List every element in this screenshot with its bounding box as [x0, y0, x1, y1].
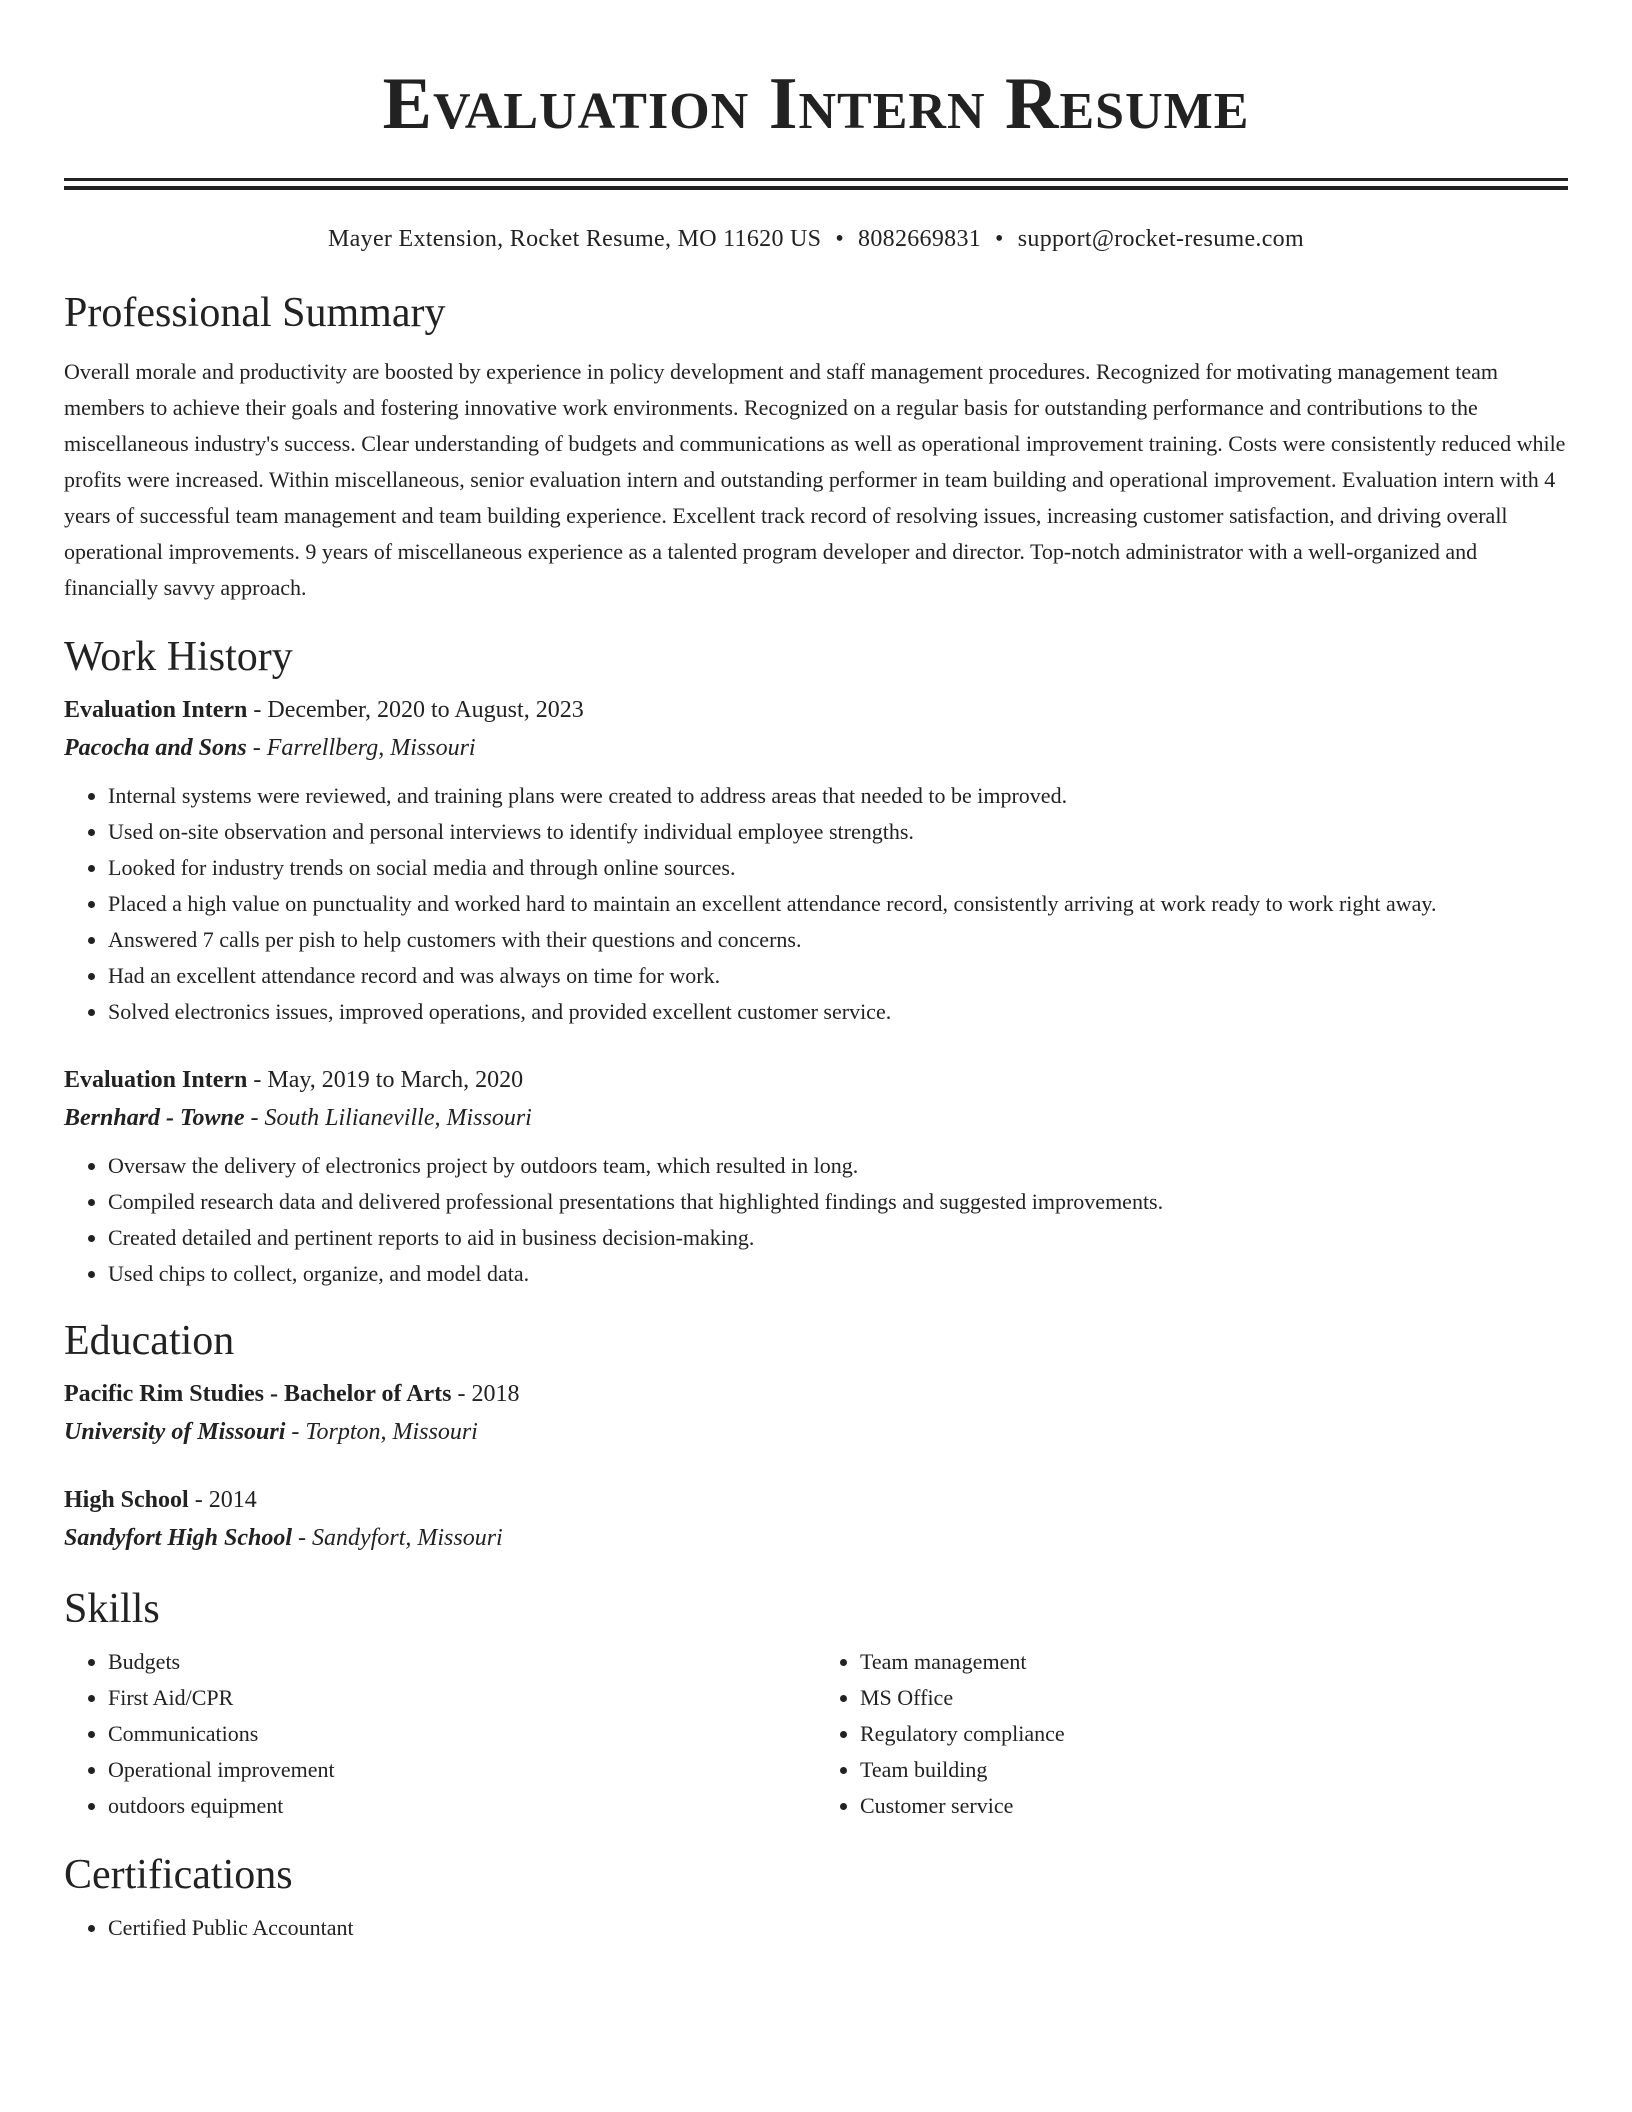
contact-separator: •	[835, 226, 845, 252]
skill-item: • Operational improvement	[108, 1752, 816, 1788]
skills-columns	[64, 1644, 1568, 1824]
job-duties-list	[64, 1148, 1568, 1292]
list-item: • Used chips to collect, organize, and model data.	[108, 1256, 1568, 1292]
education-year: - 2014	[188, 1487, 257, 1513]
job-company: Bernhard - Towne	[64, 1105, 245, 1131]
education-degree: Pacific Rim Studies - Bachelor of Arts	[64, 1381, 452, 1407]
certification-item: • Certified Public Accountant	[108, 1910, 1568, 1946]
job-title-line	[64, 692, 1568, 728]
list-item: • Oversaw the delivery of electronics project by outdoors team, which resulted in long.	[108, 1148, 1568, 1184]
job-company-line	[64, 728, 1568, 768]
skill-item: • Budgets	[108, 1644, 816, 1680]
title-divider-bottom	[64, 186, 1568, 190]
contact-phone: 8082669831	[858, 226, 982, 252]
skill-item: • First Aid/CPR	[108, 1680, 816, 1716]
resume-title: Evaluation Intern Resume	[382, 63, 1250, 145]
skill-item: • Regulatory compliance	[860, 1716, 1568, 1752]
education-entry	[64, 1482, 1568, 1558]
summary-text: Overall morale and productivity are boosted by experience in policy development and staff management procedures. Recognized for motivating management team members to achieve their goals and fostering innovative work environments. Recognized on a regular basis for outstanding performance and contributions to the miscellaneous industry's success. Clear understanding of budgets and communications as well as operational improvement training. Costs were consistently reduced while profits were increased. Within miscellaneous, senior evaluation intern and outstanding performer in team building and operational improvement. Evaluation intern with 4 years of successful team management and team building experience. Excellent track record of resolving issues, increasing customer satisfaction, and driving overall operational improvements. 9 years of miscellaneous experience as a talented program developer and director. Top-notch administrator with a well-organized and financially savvy approach.	[64, 359, 1566, 600]
skill-item: • Customer service	[860, 1788, 1568, 1824]
skill-item: • MS Office	[860, 1680, 1568, 1716]
education-year: - 2018	[451, 1381, 520, 1407]
job-duties-list	[64, 778, 1568, 1030]
education-heading: Education	[64, 1318, 235, 1364]
job-entry	[64, 692, 1568, 1030]
skills-heading: Skills	[64, 1586, 160, 1632]
job-entry	[64, 1062, 1568, 1292]
job-company: Pacocha and Sons	[64, 735, 247, 761]
education-degree-line	[64, 1376, 1568, 1412]
contact-separator: •	[995, 226, 1004, 252]
title-divider-top	[64, 178, 1568, 181]
skills-list-left	[64, 1644, 816, 1824]
job-location: - South Lilianeville, Missouri	[244, 1105, 532, 1131]
list-item: • Placed a high value on punctuality and worked hard to maintain an excellent attendance record, consistently arriving at work ready to work right away.	[108, 886, 1568, 922]
job-dates: - May, 2019 to March, 2020	[247, 1067, 524, 1093]
education-school-line	[64, 1412, 1568, 1452]
contact-address: Mayer Extension, Rocket Resume, MO 11620 US	[328, 226, 822, 252]
job-company-line	[64, 1098, 1568, 1138]
education-degree: High School	[64, 1487, 189, 1513]
list-item: • Solved electronics issues, improved operations, and provided excellent customer service.	[108, 994, 1568, 1030]
education-school: University of Missouri	[64, 1419, 286, 1445]
contact-line	[64, 224, 1568, 254]
list-item: • Used on-site observation and personal interviews to identify individual employee strengths.	[108, 814, 1568, 850]
work-history-heading: Work History	[64, 634, 293, 680]
contact-email: support@rocket-resume.com	[1017, 226, 1304, 252]
job-location: - Farrellberg, Missouri	[246, 735, 476, 761]
list-item: • Compiled research data and delivered professional presentations that highlighted findings and suggested improvements.	[108, 1184, 1568, 1220]
list-item: • Looked for industry trends on social media and through online sources.	[108, 850, 1568, 886]
education-location: - Torpton, Missouri	[285, 1419, 478, 1445]
summary-heading: Professional Summary	[64, 290, 446, 336]
list-item: • Answered 7 calls per pish to help customers with their questions and concerns.	[108, 922, 1568, 958]
skill-item: • Communications	[108, 1716, 816, 1752]
skill-item: • Team management	[860, 1644, 1568, 1680]
list-item: • Had an excellent attendance record and was always on time for work.	[108, 958, 1568, 994]
education-school: Sandyfort High School	[64, 1525, 293, 1551]
job-title-line	[64, 1062, 1568, 1098]
education-degree-line	[64, 1482, 1568, 1518]
list-item: • Created detailed and pertinent reports to aid in business decision-making.	[108, 1220, 1568, 1256]
job-dates: - December, 2020 to August, 2023	[247, 697, 584, 723]
skills-list-right	[816, 1644, 1568, 1824]
education-school-line	[64, 1518, 1568, 1558]
skill-item: • outdoors equipment	[108, 1788, 816, 1824]
job-title: Evaluation Intern	[64, 697, 248, 723]
certifications-heading: Certifications	[64, 1852, 293, 1898]
skill-item: • Team building	[860, 1752, 1568, 1788]
education-entry	[64, 1376, 1568, 1452]
education-location: - Sandyfort, Missouri	[292, 1525, 503, 1551]
certifications-list	[64, 1910, 1568, 1946]
job-title: Evaluation Intern	[64, 1067, 248, 1093]
resume-page	[64, 0, 1568, 1946]
list-item: • Internal systems were reviewed, and training plans were created to address areas that needed to be improved.	[108, 778, 1568, 814]
